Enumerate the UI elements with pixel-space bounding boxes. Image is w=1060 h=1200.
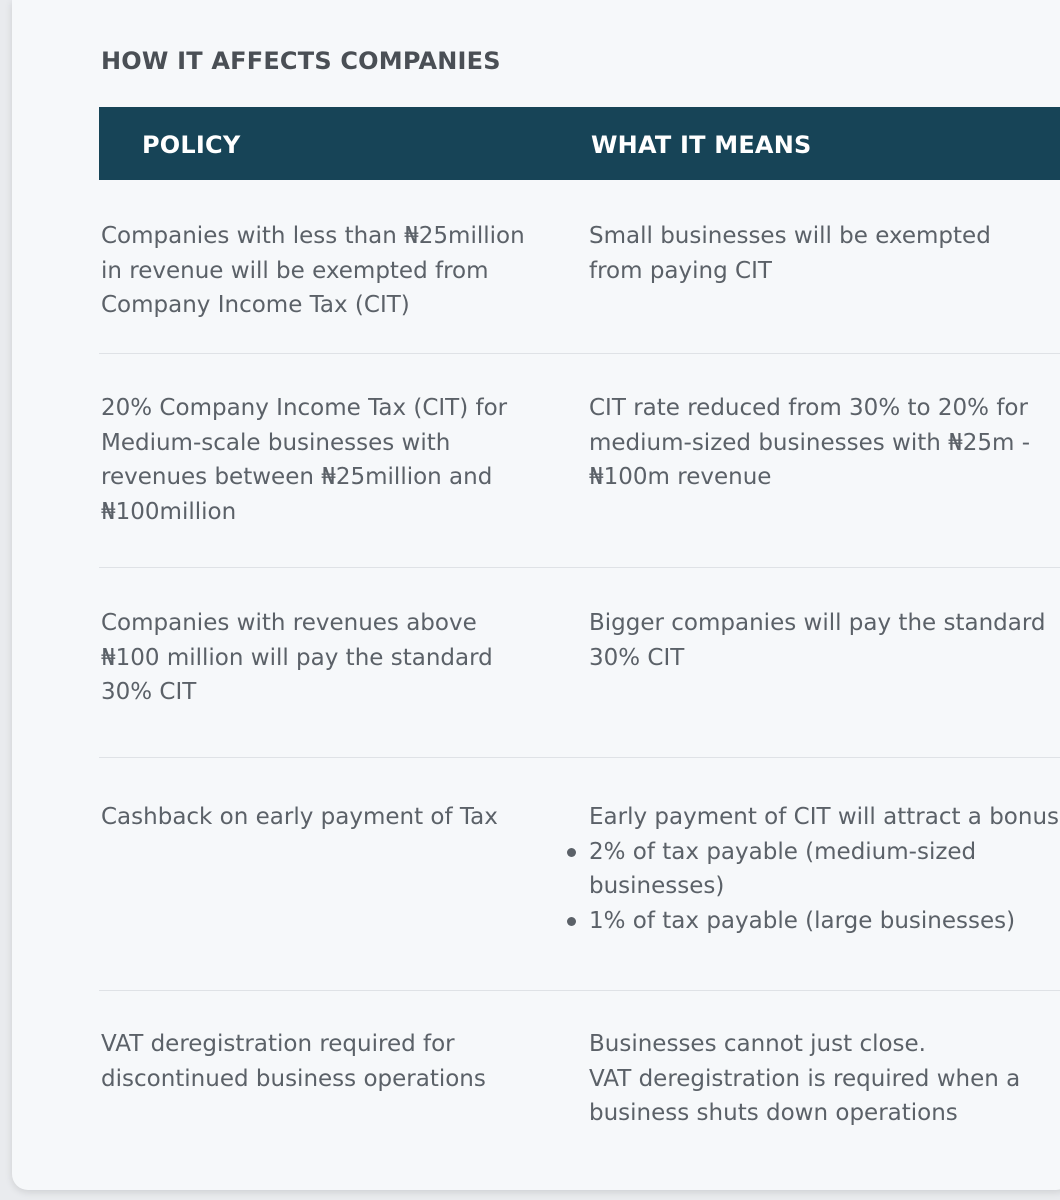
row-divider: [99, 757, 1060, 758]
table-row: [99, 800, 1060, 991]
bullet-item: [589, 835, 989, 904]
column-header-what-it-means: WHAT IT MEANS: [591, 131, 812, 159]
row-divider: [99, 990, 1060, 991]
section-title: HOW IT AFFECTS COMPANIES: [101, 47, 501, 75]
meaning-bullet-list: [589, 835, 1059, 939]
meaning-cell: [589, 1027, 1049, 1131]
table-row: [99, 219, 1060, 354]
table-row: [99, 391, 1060, 568]
table-header: [99, 107, 1060, 180]
meaning-cell: CIT rate reduced from 30% to 20% for medium-sized businesses with ₦25m - ₦100m revenue: [589, 395, 1031, 490]
bullet-text: 1% of tax payable (large businesses): [589, 907, 1016, 934]
meaning-line: VAT deregistration is required when a business shuts down operations: [589, 1065, 1021, 1126]
policy-cell: VAT deregistration required for discontinued business operations: [101, 1031, 486, 1092]
bullet-item: [589, 904, 1059, 939]
row-divider: [99, 353, 1060, 354]
content-card: [12, 0, 1060, 1190]
row-divider: [99, 567, 1060, 568]
bullet-dot-icon: [567, 848, 576, 857]
bullet-text: 2% of tax payable (medium-sized businesses): [589, 838, 977, 899]
policy-cell: Cashback on early payment of Tax: [101, 804, 498, 830]
table-row: [99, 606, 1060, 758]
meaning-cell: Small businesses will be exempted from paying CIT: [589, 223, 991, 284]
policy-cell: 20% Company Income Tax (CIT) for Medium-scale businesses with revenues between ₦25million and ₦100million: [101, 395, 508, 525]
column-header-policy: POLICY: [142, 131, 241, 159]
meaning-line: Businesses cannot just close.: [589, 1031, 926, 1057]
table-row: [99, 1027, 1060, 1147]
policy-cell: Companies with revenues above ₦100 million will pay the standard 30% CIT: [101, 610, 493, 705]
bullet-dot-icon: [567, 917, 576, 926]
meaning-cell: [589, 800, 1059, 938]
meaning-cell: Bigger companies will pay the standard 30% CIT: [589, 610, 1046, 671]
meaning-intro: Early payment of CIT will attract a bonus: [589, 804, 1060, 830]
policy-cell: Companies with less than ₦25million in revenue will be exempted from Company Income Tax (CIT): [101, 223, 525, 318]
